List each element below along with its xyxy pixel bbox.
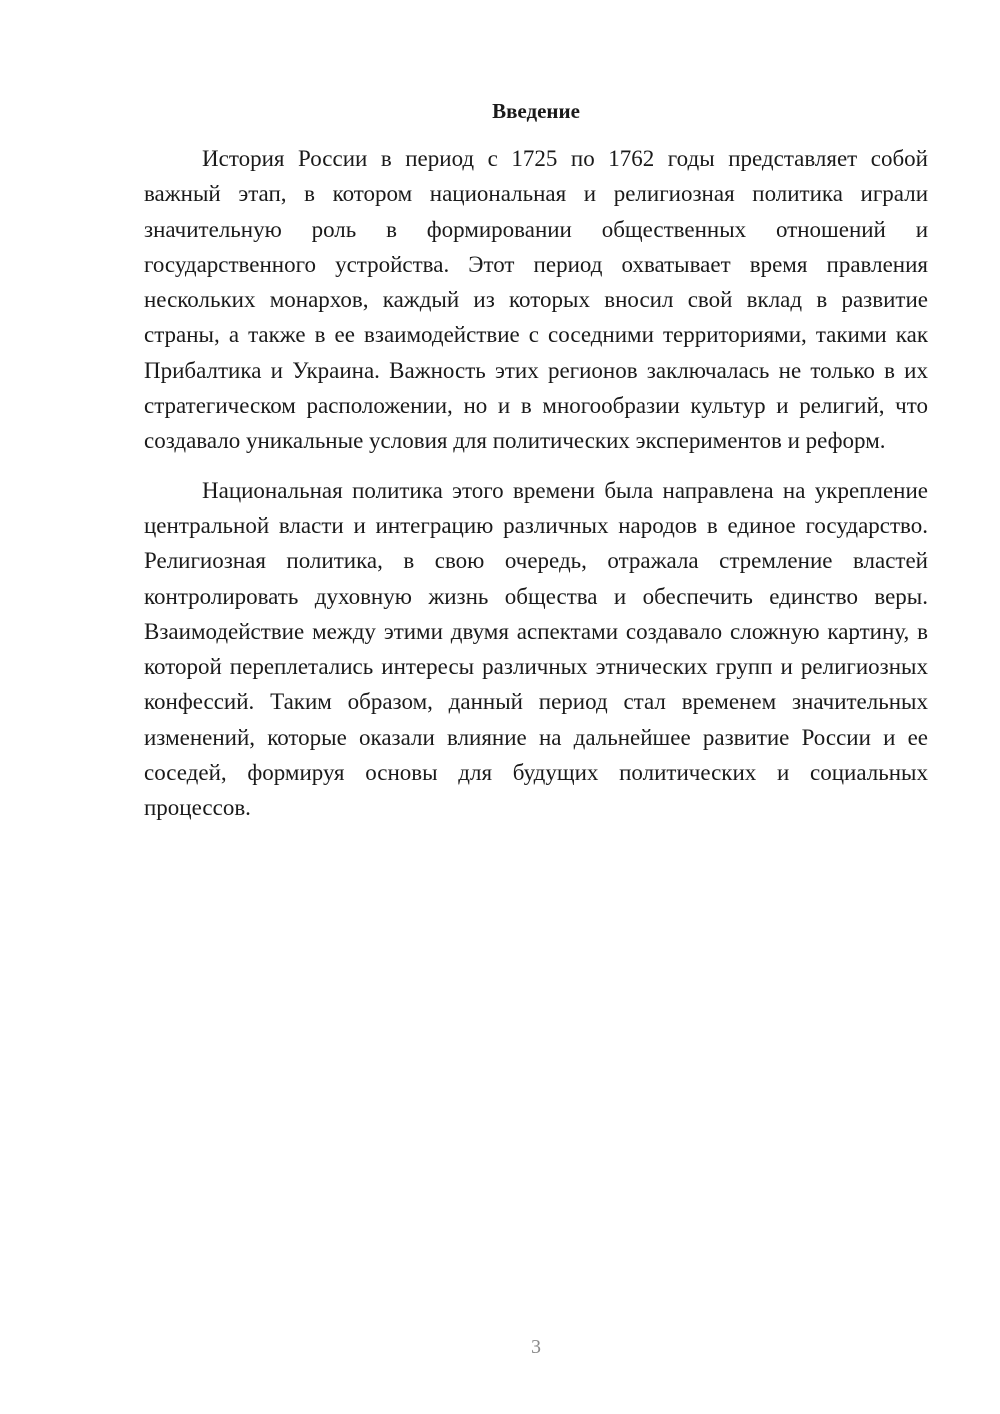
page-number: 3	[531, 1336, 541, 1358]
document-body	[144, 141, 928, 826]
section-title: Введение	[492, 99, 580, 123]
paragraph-2: Национальная политика этого времени была направлена на укрепление центральной власти и интеграцию различных народов в единое государство. Религиозная политика, в свою очередь, отражала стремление властей контролировать духовную жизнь общества и обеспечить единство веры. Взаимодействие между этими двумя аспектами создавало сложную картину, в которой переплетались интересы различных этнических групп и религиозных конфессий. Таким образом, данный период стал временем значительных изменений, которые оказали влияние на дальнейшее развитие России и ее соседей, формируя основы для будущих политических и социальных процессов.	[144, 477, 928, 821]
paragraph-1: История России в период с 1725 по 1762 годы представляет собой важный этап, в котором национальная и религиозная политика играли значительную роль в формировании общественных отношений и государственного устройства. Этот период охватывает время правления нескольких монархов, каждый из которых вносил свой вклад в развитие страны, а также в ее взаимодействие с соседними территориями, такими как Прибалтика и Украина. Важность этих регионов заключалась не только в их стратегическом расположении, но и в многообразии культур и религий, что создавало уникальные условия для политических экспериментов и реформ.	[144, 146, 928, 454]
